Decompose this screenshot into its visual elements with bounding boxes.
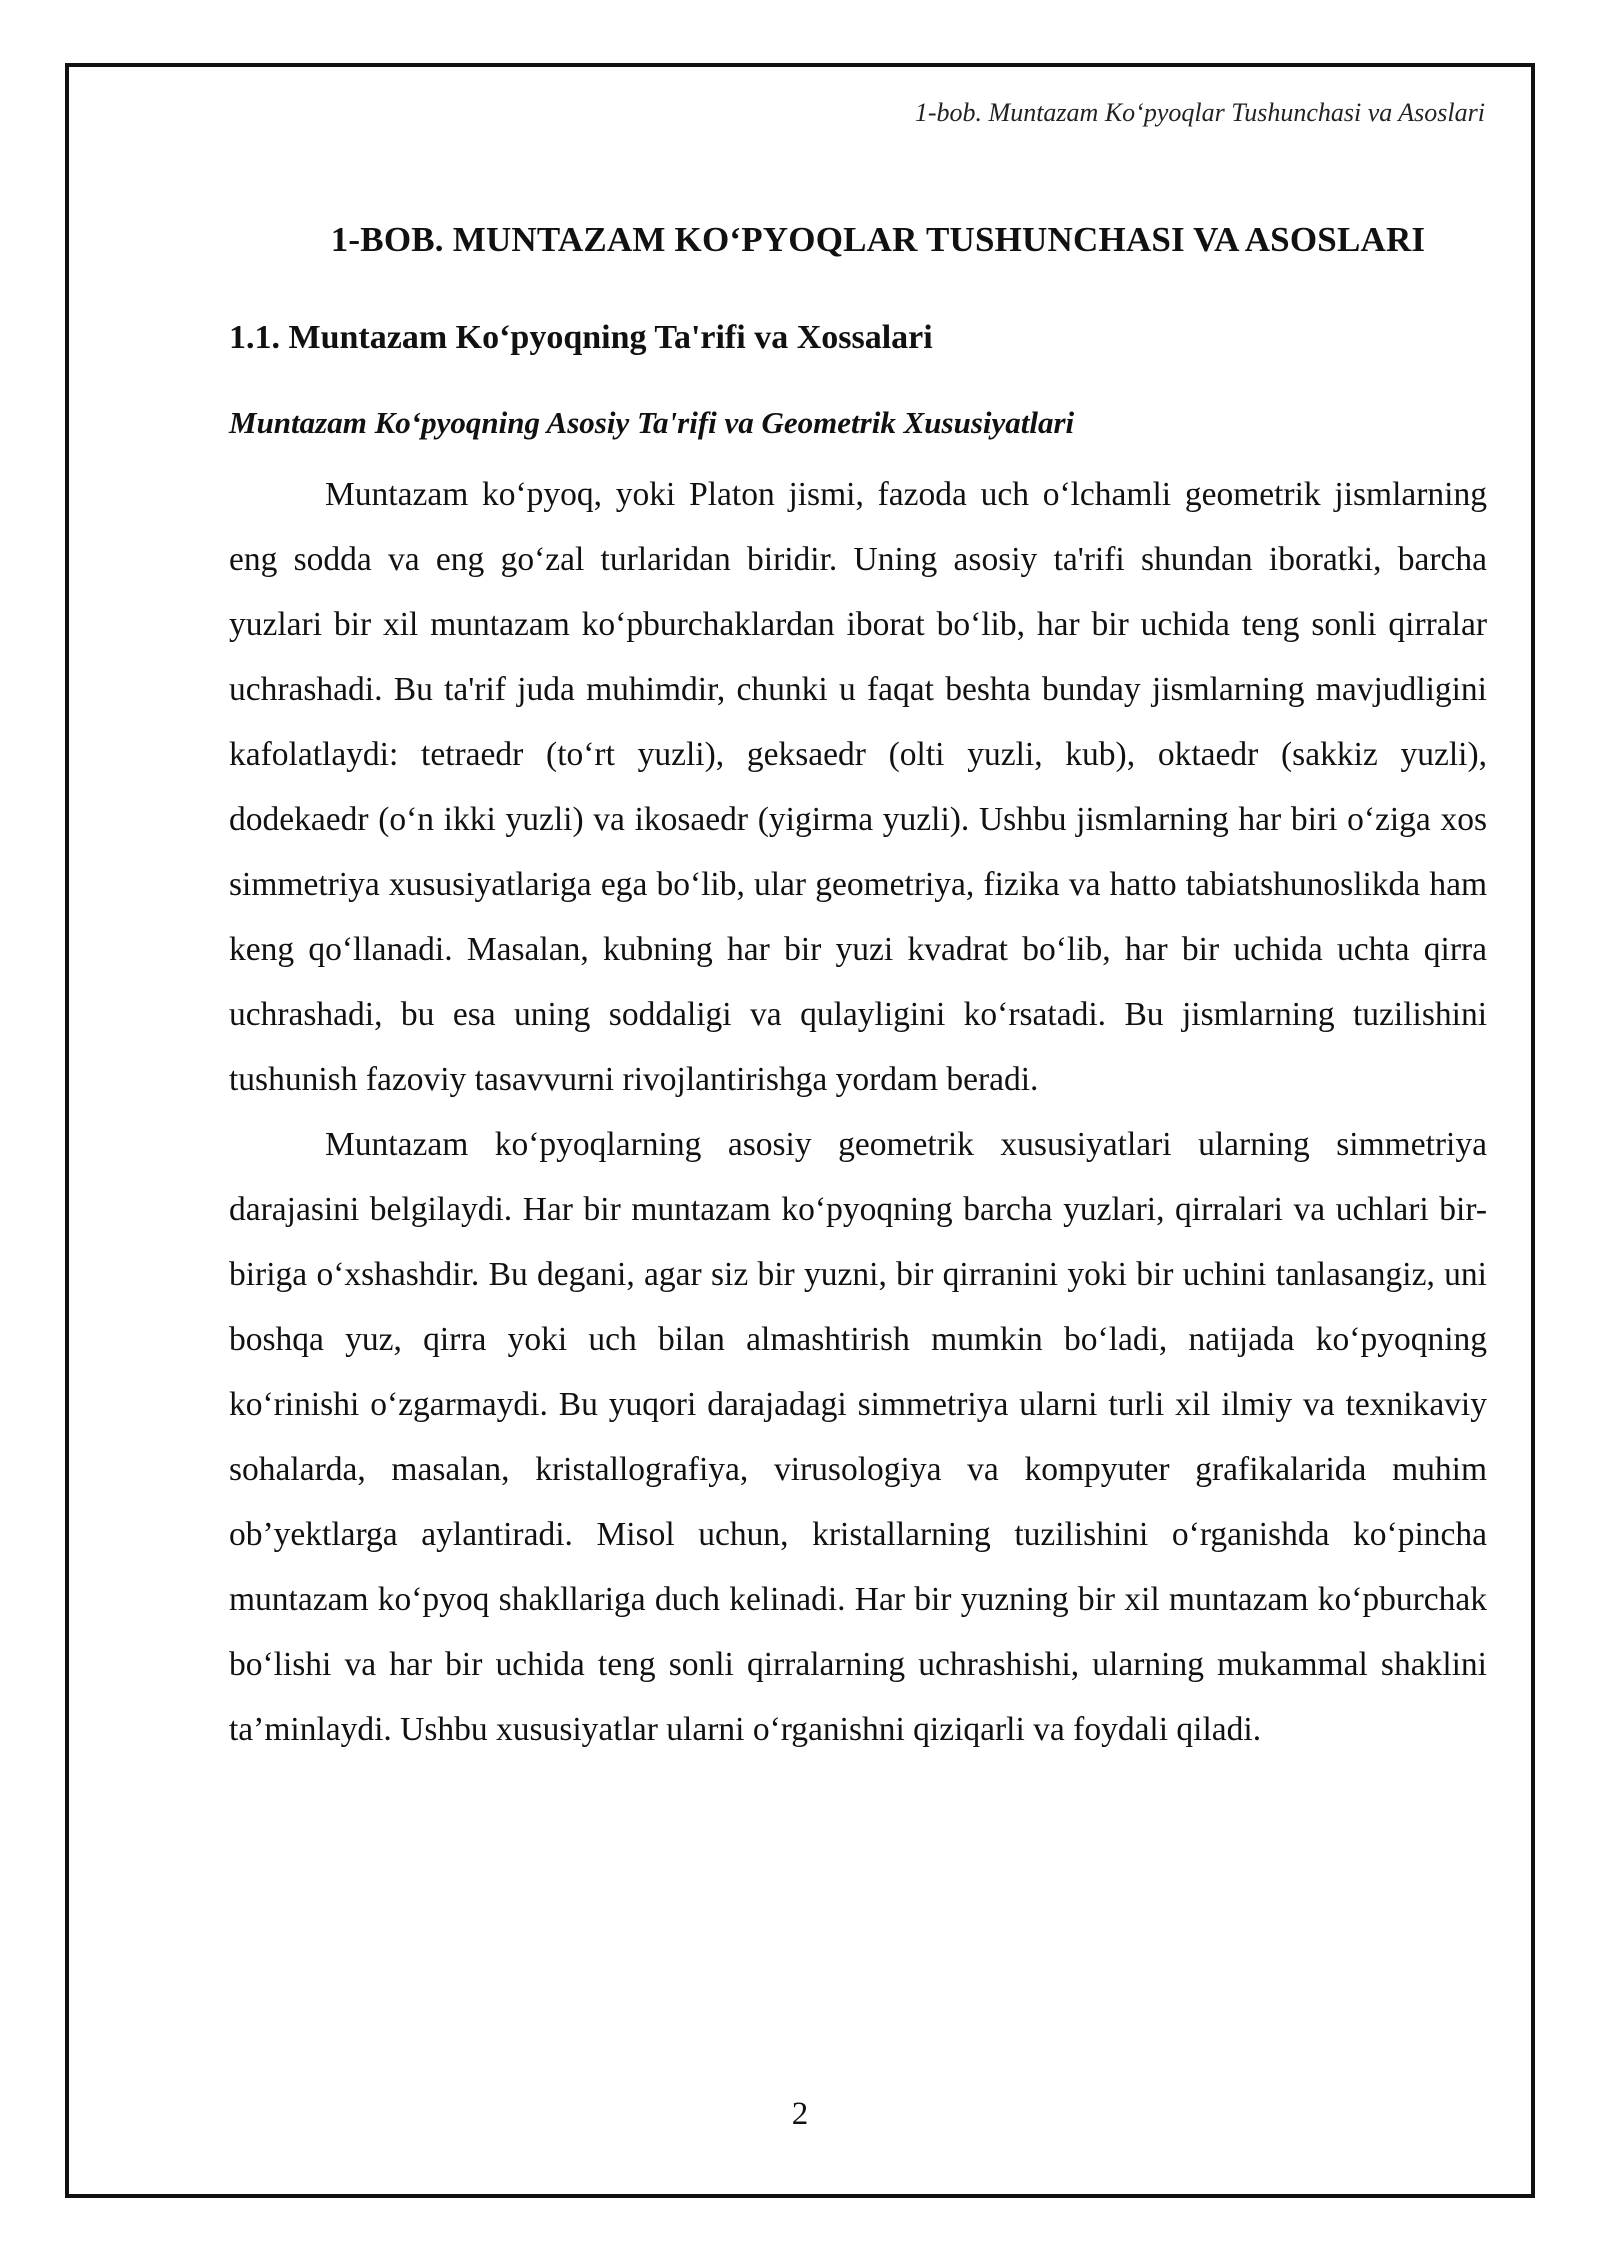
body-paragraph: Muntazam ko‘pyoqlarning asosiy geometrik xususiyatlari ularning simmetriya darajasini belgilaydi. Har bir muntazam ko‘pyoqning barcha yuzlari, qirralari va uchlari bir-biriga o‘xshashdir. Bu degani, agar siz bir yuzni, bir qirranini yoki bir uchini tanlasangiz, uni boshqa yuz, qirra yoki uch bilan almashtirish mumkin bo‘ladi, natijada ko‘pyoqning ko‘rinishi o‘zgarmaydi. Bu yuqori darajadagi simmetriya ularni turli xil ilmiy va texnikaviy sohalarda, masalan, kristallografiya, virusologiya va kompyuter grafikalarida muhim ob’yektlarga aylantiradi. Misol uchun, kristallarning tuzilishini o‘rganishda ko‘pincha muntazam ko‘pyoq shakllariga duch kelinadi. Har bir yuzning bir xil muntazam ko‘pburchak bo‘lishi va har bir uchida teng sonli qirralarning uchrashishi, ularning mukammal shaklini ta’minlaydi. Ushbu xususiyatlar ularni o‘rganishni qiziqarli va foydali qiladi. [229,1126,1487,1748]
page-number: 2 [791,2096,809,2132]
body-paragraph: Muntazam ko‘pyoq, yoki Platon jismi, fazoda uch o‘lchamli geometrik jismlarning eng sodda va eng go‘zal turlaridan biridir. Uning asosiy ta'rifi shundan iboratki, barcha yuzlari bir xil muntazam ko‘pburchaklardan iborat bo‘lib, har bir uchida teng sonli qirralar uchrashadi. Bu ta'rif juda muhimdir, chunki u faqat beshta bunday jismlarning mavjudligini kafolatlaydi: tetraedr (to‘rt yuzli), geksaedr (olti yuzli, kub), oktaedr (sakkiz yuzli), dodekaedr (o‘n ikki yuzli) va ikosaedr (yigirma yuzli). Ushbu jismlarning har biri o‘ziga xos simmetriya xususiyatlariga ega bo‘lib, ular geometriya, fizika va hatto tabiatshunoslikda ham keng qo‘llanadi. Masalan, kubning har bir yuzi kvadrat bo‘lib, har bir uchida uchta qirra uchrashadi, bu esa uning soddaligi va qulayligini ko‘rsatadi. Bu jismlarning tuzilishini tushunish fazoviy tasavvurni rivojlantirishga yordam beradi. [229,476,1487,1098]
section-title: 1.1. Muntazam Ko‘pyoqning Ta'rifi va Xossalari [229,319,933,356]
page-content [229,210,1487,1762]
chapter-title: 1-BOB. MUNTAZAM KO‘PYOQLAR TUSHUNCHASI VA ASOSLARI [330,220,1426,259]
subsection-title: Muntazam Ko‘pyoqning Asosiy Ta'rifi va Geometrik Xususiyatlari [229,405,1075,440]
running-header: 1-bob. Muntazam Ko‘pyoqlar Tushunchasi va Asoslari [914,98,1485,127]
